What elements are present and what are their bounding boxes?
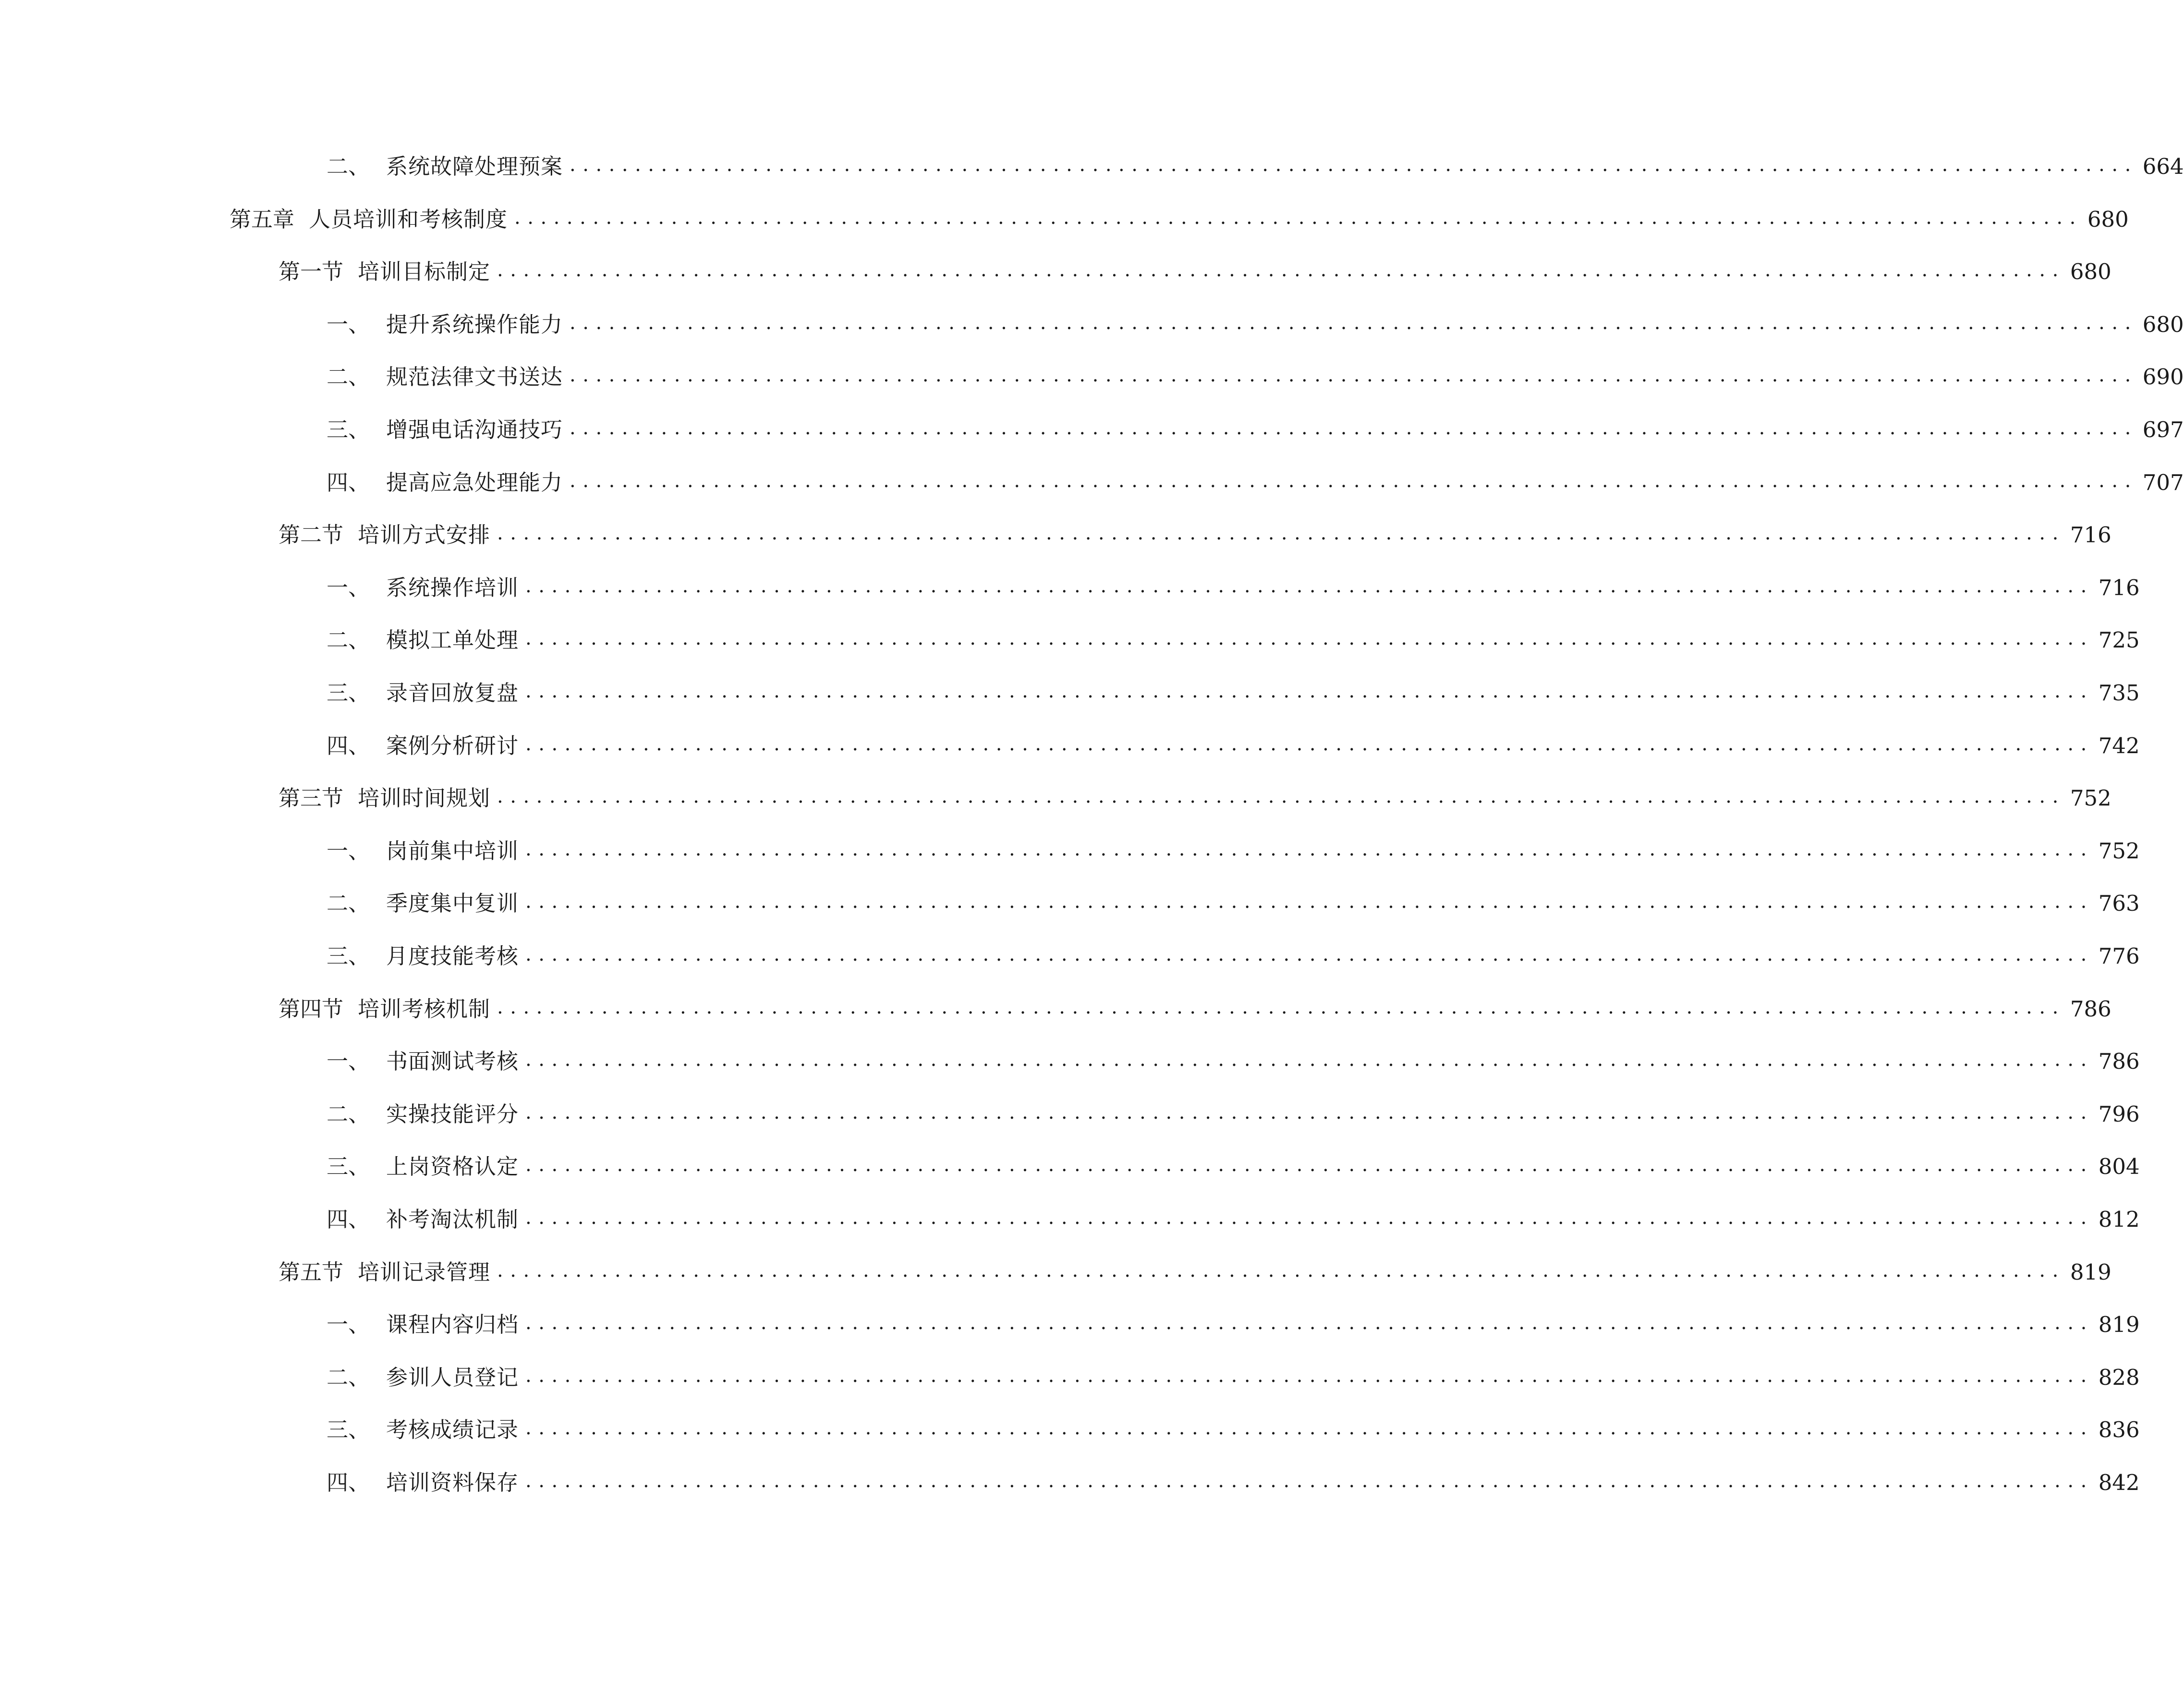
toc-entry-title: 书面测试考核: [386, 1049, 519, 1074]
toc-dot-leader: ........................................................................................................................: [525, 891, 2094, 913]
toc-entry[interactable]: [327, 1306, 2140, 1344]
toc-entry-number: 三、: [327, 417, 370, 442]
toc-entry-title: 模拟工单处理: [386, 627, 519, 653]
toc-dot-leader: ........................................................................................................................: [497, 785, 2065, 807]
toc-entry-title: 补考淘汰机制: [386, 1207, 519, 1232]
toc-dot-leader: ........................................................................................................................: [497, 259, 2065, 281]
toc-dot-leader: ........................................................................................................................: [525, 1049, 2094, 1071]
toc-entry[interactable]: [327, 621, 2140, 659]
toc-entry-number: 二、: [327, 627, 370, 653]
toc-entry[interactable]: [327, 305, 2184, 344]
toc-entry-title: 培训方式安排: [358, 522, 491, 548]
toc-entry-page-number: 725: [2098, 627, 2140, 653]
toc-dot-leader: ........................................................................................................................: [570, 364, 2138, 386]
toc-dot-leader: ........................................................................................................................: [497, 522, 2065, 544]
toc-entry-number: 二、: [327, 1365, 370, 1390]
toc-entry-number: 第二节: [279, 522, 344, 548]
toc-entry-title: 培训资料保存: [386, 1470, 519, 1495]
toc-entry[interactable]: [327, 1464, 2140, 1502]
toc-entry-title: 系统故障处理预案: [386, 154, 563, 179]
toc-entry[interactable]: [327, 1358, 2140, 1397]
toc-entry[interactable]: [327, 1095, 2140, 1134]
toc-dot-leader: ........................................................................................................................: [514, 207, 2083, 229]
toc-dot-leader: ........................................................................................................................: [525, 943, 2094, 965]
toc-entry-page-number: 828: [2098, 1365, 2140, 1390]
toc-dot-leader: ........................................................................................................................: [497, 996, 2065, 1018]
toc-dot-leader: ........................................................................................................................: [525, 1417, 2094, 1439]
toc-entry-title: 实操技能评分: [386, 1101, 519, 1127]
toc-entry-page-number: 796: [2098, 1101, 2140, 1127]
toc-entry-title: 增强电话沟通技巧: [386, 417, 563, 442]
toc-entry[interactable]: [279, 516, 2111, 554]
toc-entry-number: 二、: [327, 891, 370, 916]
toc-entry-page-number: 819: [2070, 1259, 2111, 1285]
toc-entry-number: 一、: [327, 1312, 370, 1337]
toc-entry-number: 二、: [327, 154, 370, 179]
toc-entry-number: 一、: [327, 838, 370, 864]
toc-entry-page-number: 812: [2098, 1207, 2140, 1232]
toc-dot-leader: ........................................................................................................................: [525, 575, 2094, 597]
toc-entry-number: 第四节: [279, 996, 344, 1022]
toc-entry[interactable]: [327, 674, 2140, 712]
toc-dot-leader: ........................................................................................................................: [525, 1312, 2094, 1334]
toc-entry-page-number: 819: [2098, 1312, 2140, 1337]
toc-entry-page-number: 716: [2070, 522, 2111, 548]
toc-entry-number: 第一节: [279, 259, 344, 284]
toc-entry-title: 培训目标制定: [358, 259, 491, 284]
toc-dot-leader: ........................................................................................................................: [570, 417, 2138, 439]
toc-entry[interactable]: [327, 358, 2184, 396]
toc-dot-leader: ........................................................................................................................: [525, 1365, 2094, 1387]
toc-entry-page-number: 763: [2098, 891, 2140, 916]
toc-entry-number: 三、: [327, 680, 370, 706]
toc-entry-page-number: 842: [2098, 1470, 2140, 1495]
toc-entry-number: 三、: [327, 1154, 370, 1179]
toc-dot-leader: ........................................................................................................................: [525, 1470, 2094, 1492]
toc-entry-number: 第三节: [279, 785, 344, 811]
toc-entry[interactable]: [327, 569, 2140, 607]
toc-dot-leader: ........................................................................................................................: [525, 1101, 2094, 1123]
toc-entry-number: 第五章: [230, 207, 295, 232]
toc-entry[interactable]: [327, 411, 2184, 449]
toc-entry-page-number: 680: [2070, 259, 2111, 284]
toc-entry-title: 提升系统操作能力: [386, 312, 563, 337]
toc-entry-page-number: 742: [2098, 733, 2140, 758]
toc-entry-number: 四、: [327, 1207, 370, 1232]
toc-entry-title: 月度技能考核: [386, 943, 519, 969]
toc-entry-title: 录音回放复盘: [386, 680, 519, 706]
toc-entry-number: 一、: [327, 1049, 370, 1074]
toc-entry[interactable]: [327, 1411, 2140, 1449]
toc-entry-title: 季度集中复训: [386, 891, 519, 916]
toc-dot-leader: ........................................................................................................................: [570, 312, 2138, 334]
toc-dot-leader: ........................................................................................................................: [570, 154, 2138, 176]
toc-dot-leader: ........................................................................................................................: [525, 1154, 2094, 1176]
toc-entry-title: 案例分析研讨: [386, 733, 519, 758]
toc-entry-page-number: 690: [2142, 364, 2184, 390]
toc-entry-title: 课程内容归档: [386, 1312, 519, 1337]
toc-entry[interactable]: [327, 1042, 2140, 1081]
toc-entry-number: 四、: [327, 1470, 370, 1495]
toc-entry-page-number: 752: [2070, 785, 2111, 811]
toc-entry-page-number: 697: [2142, 417, 2184, 442]
toc-entry-page-number: 707: [2142, 470, 2184, 495]
toc-entry-page-number: 680: [2142, 312, 2184, 337]
toc-dot-leader: ........................................................................................................................: [525, 733, 2094, 755]
toc-entry-number: 三、: [327, 943, 370, 969]
toc-entry-number: 二、: [327, 1101, 370, 1127]
toc-entry[interactable]: [279, 253, 2111, 291]
toc-entry[interactable]: [327, 1148, 2140, 1186]
toc-entry-page-number: 776: [2098, 943, 2140, 969]
toc-entry-number: 四、: [327, 470, 370, 495]
toc-entry[interactable]: [279, 779, 2111, 818]
toc-dot-leader: ........................................................................................................................: [525, 627, 2094, 649]
toc-entry-page-number: 786: [2070, 996, 2111, 1022]
toc-entry-title: 培训时间规划: [358, 785, 491, 811]
toc-entry-number: 二、: [327, 364, 370, 390]
toc-entry-title: 培训考核机制: [358, 996, 491, 1022]
toc-entry-number: 一、: [327, 312, 370, 337]
toc-entry-page-number: 716: [2098, 575, 2140, 600]
toc-entry-page-number: 735: [2098, 680, 2140, 706]
toc-entry-title: 考核成绩记录: [386, 1417, 519, 1442]
toc-entry[interactable]: [327, 1200, 2140, 1239]
toc-entry[interactable]: [327, 884, 2140, 923]
toc-dot-leader: ........................................................................................................................: [570, 470, 2138, 492]
toc-entry-page-number: 786: [2098, 1049, 2140, 1074]
toc-entry[interactable]: [327, 727, 2140, 765]
toc-entry-number: 三、: [327, 1417, 370, 1442]
toc-entry-number: 四、: [327, 733, 370, 758]
toc-entry[interactable]: [327, 464, 2184, 502]
toc-entry-page-number: 680: [2087, 207, 2129, 232]
toc-entry[interactable]: [279, 990, 2111, 1028]
toc-entry-title: 岗前集中培训: [386, 838, 519, 864]
toc-entry-page-number: 836: [2098, 1417, 2140, 1442]
toc-entry-title: 参训人员登记: [386, 1365, 519, 1390]
toc-entry-title: 上岗资格认定: [386, 1154, 519, 1179]
toc-dot-leader: ........................................................................................................................: [525, 680, 2094, 702]
toc-entry-title: 人员培训和考核制度: [309, 207, 508, 232]
toc-dot-leader: ........................................................................................................................: [525, 838, 2094, 860]
toc-entry-number: 第五节: [279, 1259, 344, 1285]
toc-entry[interactable]: [327, 147, 2184, 186]
toc-entry[interactable]: [279, 1253, 2111, 1292]
toc-entry-page-number: 804: [2098, 1154, 2140, 1179]
toc-entry[interactable]: [230, 200, 2129, 239]
toc-entry[interactable]: [327, 832, 2140, 870]
toc-entry[interactable]: [327, 937, 2140, 976]
toc-entry-page-number: 664: [2142, 154, 2184, 179]
toc-dot-leader: ........................................................................................................................: [497, 1259, 2065, 1282]
toc-entry-title: 提高应急处理能力: [386, 470, 563, 495]
toc-entry-title: 培训记录管理: [358, 1259, 491, 1285]
toc-entry-number: 一、: [327, 575, 370, 600]
toc-entry-title: 系统操作培训: [386, 575, 519, 600]
toc-entry-page-number: 752: [2098, 838, 2140, 864]
toc-entry-title: 规范法律文书送达: [386, 364, 563, 390]
toc-dot-leader: ........................................................................................................................: [525, 1207, 2094, 1229]
